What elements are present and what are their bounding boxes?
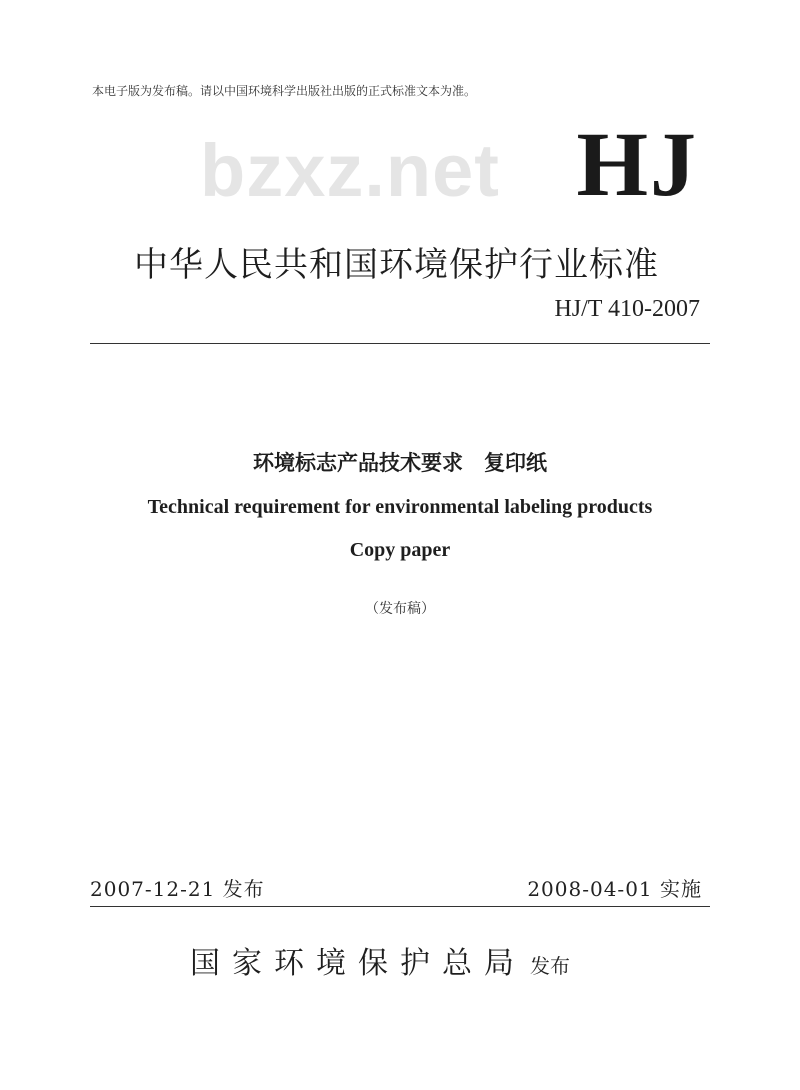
issuer-line bbox=[190, 938, 570, 982]
effective-date: 2008-04-01 实施 bbox=[527, 877, 702, 901]
subtitle-english: Copy paper bbox=[349, 539, 451, 561]
top-notice: 本电子版为发布稿。请以中国环境科学出版社出版的正式标准文本为准。 bbox=[92, 84, 477, 98]
watermark: bzxz.net bbox=[200, 129, 500, 212]
standard-category: 中华人民共和国环境保护行业标准 bbox=[134, 245, 659, 285]
hj-logo: HJ bbox=[576, 113, 698, 215]
issuer-name: 国家环境保护总局 bbox=[190, 946, 526, 981]
title-chinese: 环境标志产品技术要求 复印纸 bbox=[253, 451, 547, 475]
title-english: Technical requirement for environmental labeling products bbox=[147, 496, 653, 518]
top-divider bbox=[90, 343, 710, 344]
issuer-suffix: 发布 bbox=[530, 954, 570, 978]
issue-date: 2007-12-21 发布 bbox=[90, 877, 265, 901]
draft-note: （发布稿） bbox=[365, 601, 435, 617]
bottom-divider bbox=[90, 906, 710, 907]
standard-number: HJ/T 410-2007 bbox=[554, 296, 700, 322]
